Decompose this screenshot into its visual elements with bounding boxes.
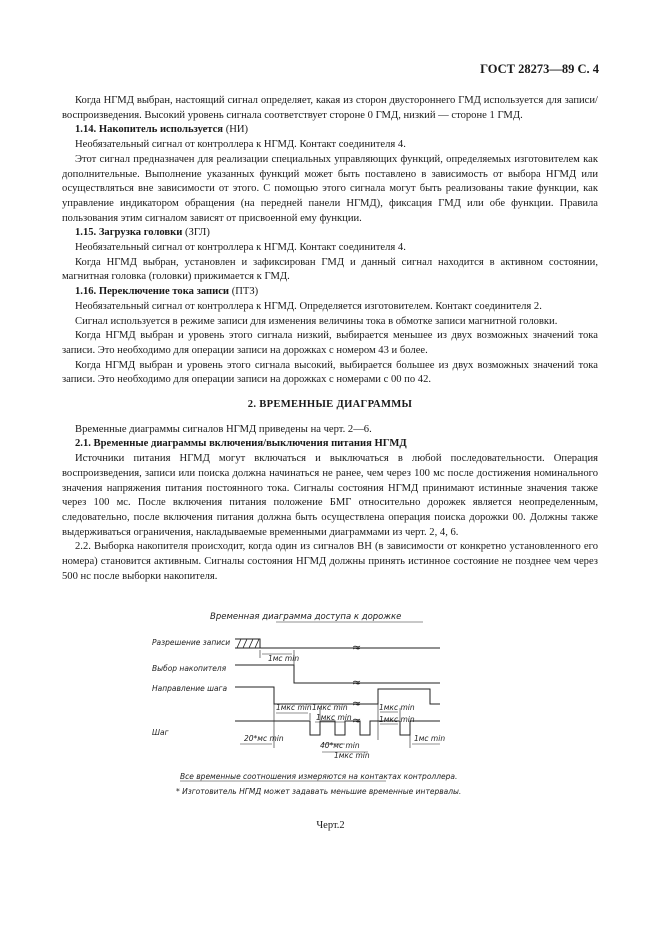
paragraph: Необязательный сигнал от контроллера к НГМД. Контакт соединителя 4. bbox=[75, 242, 406, 254]
signal-direction bbox=[235, 687, 440, 704]
page-header: ГОСТ 28273—89 С. 4 bbox=[480, 62, 599, 76]
timing-2: 1мкс min bbox=[276, 703, 312, 712]
timing-7: 20*мс min bbox=[244, 734, 284, 743]
subsection-title: Накопитель используется bbox=[98, 124, 224, 136]
subsection-number: 1.15. bbox=[75, 227, 97, 239]
paragraph: Когда НГМД выбран и уровень этого сигнала высокий, выбирается большее из двух возможных значений тока записи. Это необходимо для операции записи на дорожках с номерами с 00 по 42. bbox=[62, 359, 598, 386]
svg-text:≈: ≈ bbox=[352, 641, 362, 654]
timing-9: 1мкс min bbox=[334, 751, 370, 760]
signal-code: (НИ) bbox=[225, 124, 249, 136]
signal-label-2: Направление шага bbox=[152, 684, 228, 693]
subsection-title: Переключение тока записи bbox=[98, 286, 230, 298]
paragraph: Сигнал используется в режиме записи для изменения величины тока в обмотке записи магнитной головки. bbox=[75, 315, 558, 327]
note-1: Все временные соотношения измеряются на контактах контроллера. bbox=[180, 772, 458, 781]
document-body bbox=[62, 94, 598, 585]
subsection-heading bbox=[62, 285, 598, 300]
paragraph: 2.2. Выборка накопителя происходит, когда один из сигналов ВН (в зависимости от конкретно установленного его номера) становится активным. Сигналы состояния НГМД должны принять истинное состояние не позднее чем через 500 нс после выборки накопителя. bbox=[62, 541, 598, 582]
paragraph: Временные диаграммы сигналов НГМД приведены на черт. 2—6. bbox=[75, 423, 372, 435]
svg-text:≈: ≈ bbox=[352, 697, 362, 710]
subsection-heading bbox=[62, 123, 598, 138]
section-heading: 2. ВРЕМЕННЫЕ ДИАГРАММЫ bbox=[247, 399, 413, 411]
timing-10: 1мс min bbox=[414, 734, 446, 743]
subsection-title: Загрузка головки bbox=[98, 227, 183, 239]
svg-text:≈: ≈ bbox=[352, 676, 362, 689]
paragraph: Необязательный сигнал от контроллера к НГМД. Определяется изготовителем. Контакт соединителя 2. bbox=[75, 300, 542, 312]
paragraph: Когда НГМД выбран, настоящий сигнал определяет, какая из сторон двустороннего ГМД используется для записи/воспроизведения. Высокий уровень сигнала соответствует стороне 0 ГМД, низкий — стороне 1 ГМД. bbox=[62, 95, 598, 121]
signal-write-enable bbox=[235, 639, 440, 648]
note-2: * Изготовитель НГМД может задавать меньшие временные интервалы. bbox=[176, 787, 462, 796]
figure-caption: Черт.2 bbox=[316, 820, 345, 831]
subsection-number: 1.14. bbox=[75, 124, 97, 136]
subsection-number: 1.16. bbox=[75, 286, 97, 298]
signal-drive-select bbox=[235, 665, 440, 683]
timing-5: 1мкс min bbox=[379, 703, 415, 712]
paragraph: Источники питания НГМД могут включаться и выключаться в любой последовательности. Операция воспроизведения, записи или поиска должна начинаться не ранее, чем через 100 мс после достижения номинального значения напряжения питания постоянного тока. Сигналы состояния НГМД принимают истинные значения также через 100 мс. После включения питания положение БМГ относительно дорожек является неопределенным, следовательно, после включения питания должна быть осуществлена операция поиска дорожки 00. Должны также выдерживаться ограничения, накладываемые временными диаграммами из черт. 2, 4, 6. bbox=[62, 453, 598, 538]
signal-label-3: Шаг bbox=[152, 728, 169, 737]
timing-8: 40*мс min bbox=[320, 741, 360, 750]
signal-label-0: Разрешение записи bbox=[152, 638, 231, 647]
svg-text:≈: ≈ bbox=[352, 714, 362, 727]
spacer bbox=[62, 388, 598, 398]
timing-3: 1мкс min bbox=[312, 703, 348, 712]
spacer bbox=[62, 413, 598, 423]
subsection-number: 2.1. bbox=[75, 438, 91, 450]
signal-code: (ЗГЛ) bbox=[185, 227, 210, 239]
timing-4: 1мкс min bbox=[316, 713, 352, 722]
timing-6: 1мкс min bbox=[379, 715, 415, 724]
paragraph: Когда НГМД выбран и уровень этого сигнала низкий, выбирается меньшее из двух возможных значений тока записи. Это необходимо для операции записи на дорожках с номером 43 и более. bbox=[62, 330, 598, 356]
subsection-heading bbox=[62, 437, 598, 452]
paragraph: Необязательный сигнал от контроллера к НГМД. Контакт соединителя 4. bbox=[75, 139, 406, 151]
subsection-title: Временные диаграммы включения/выключения питания НГМД bbox=[93, 438, 407, 450]
timing-diagram bbox=[140, 608, 600, 808]
timing-1: 1мс min bbox=[268, 654, 300, 663]
signal-code: (ПТЗ) bbox=[231, 286, 259, 298]
paragraph: Когда НГМД выбран, установлен и зафиксирован ГМД и данный сигнал находится в активном состоянии, магнитная головка (головки) прижимается к ГМД. bbox=[62, 256, 598, 283]
subsection-heading bbox=[62, 226, 598, 241]
signal-label-1: Выбор накопителя bbox=[152, 664, 227, 673]
diagram-title: Временная диаграмма доступа к дорожке bbox=[210, 612, 402, 622]
paragraph: Этот сигнал предназначен для реализации специальных управляющих функций, определяемых изготовителем как дополнительные. Выполнение указанных функций может быть поставлено в зависимость от выбора НГМД или осуществляться вне зависимости от этого. С помощью этого сигнала могут быть реализованы такие функции, как управление индикатором обращения (на передней панели НГМД), фиксация ГМД или обе функции. Правила пользования этим сигналом зависят от присвоенной ему функции. bbox=[62, 153, 598, 224]
